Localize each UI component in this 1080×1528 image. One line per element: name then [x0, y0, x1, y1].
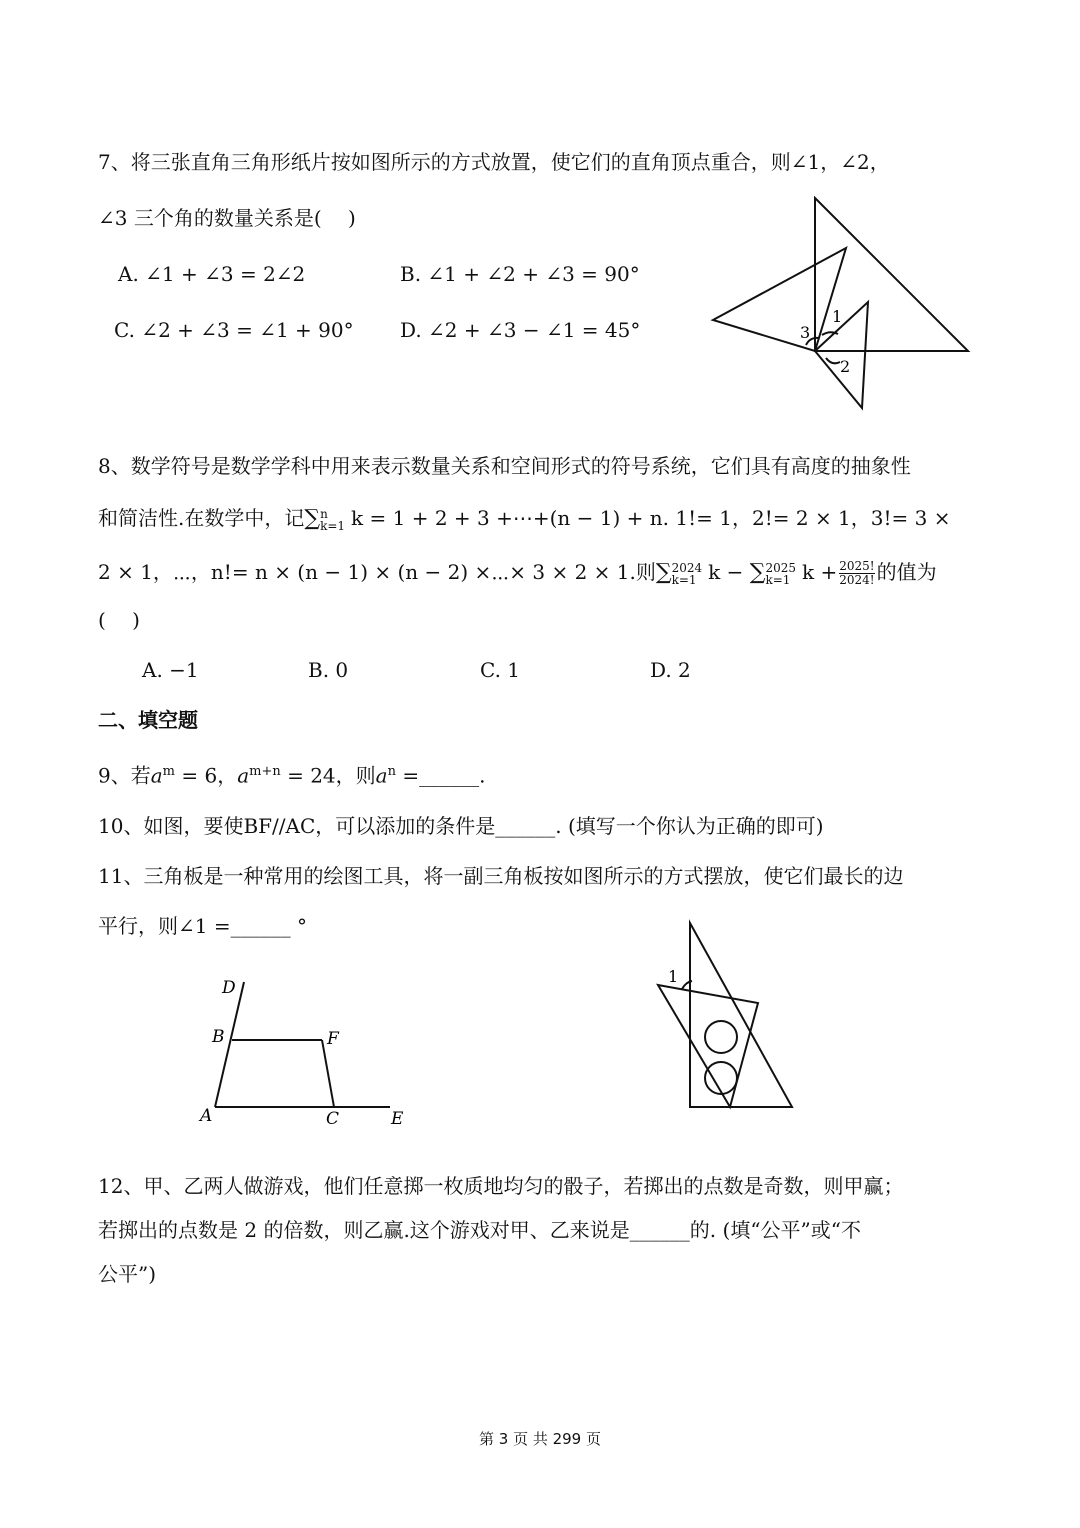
sum2-upper: 2025: [765, 560, 796, 575]
angle-2-arc: [826, 358, 840, 363]
q8-option-d: D. 2: [650, 658, 691, 682]
q7-line1: 7、将三张直角三角形纸片按如图所示的方式放置，使它们的直角顶点重合，则∠1，∠2，: [98, 150, 890, 174]
q11-figure: [650, 915, 800, 1115]
page-footer: 第 3 页 共 299 页: [478, 1430, 601, 1448]
q9-e3: n: [387, 764, 396, 779]
q7-left-triangle: [713, 248, 846, 351]
label-c: C: [326, 1109, 340, 1129]
q8-line2: [98, 504, 951, 533]
segment-fc: [322, 1040, 334, 1107]
q8-option-c: C. 1: [480, 658, 521, 682]
q8-line2-limits: [320, 508, 345, 532]
label-b: B: [212, 1027, 225, 1047]
sum2-lower: k=1: [765, 572, 791, 587]
q9-pre: 9、若: [98, 763, 151, 788]
q9-post: =______.: [395, 763, 486, 788]
angle-1-label: 1: [668, 967, 679, 986]
q7-option-a: A. ∠1 + ∠3 = 2∠2: [118, 262, 306, 286]
sum-symbol-1: ∑: [655, 560, 672, 585]
fraction: [839, 560, 874, 587]
q9-e2: m+n: [249, 764, 281, 779]
q7-triangle-figure: [700, 190, 980, 420]
q8-line3-mid2: k +: [801, 560, 838, 584]
q12-line1: 12、甲、乙两人做游戏，他们任意掷一枚质地均匀的骰子，若掷出的点数是奇数，则甲赢；: [98, 1174, 904, 1198]
square-hole-top: [705, 1021, 737, 1053]
label-a: A: [200, 1106, 213, 1126]
fraction-numerator: 2025!: [839, 559, 875, 573]
label-d: D: [222, 978, 236, 998]
q8-line3: [98, 558, 937, 587]
q8-line1: 8、数学符号是数学学科中用来表示数量关系和空间形式的符号系统，它们具有高度的抽象性: [98, 454, 911, 478]
q9-mid1: = 6，: [175, 763, 238, 788]
label-e: E: [391, 1109, 404, 1129]
angle-1-label: 1: [832, 307, 843, 326]
q8-line3-pre: 2 × 1，⋯，n!= n × (n − 1) × (n − 2) ×⋯× 3 × 2 × 1.则: [98, 560, 656, 584]
q9-a2: a: [237, 763, 250, 788]
q11-line1: 11、三角板是一种常用的绘图工具，将一副三角板按如图所示的方式摆放，使它们最长的边: [98, 864, 904, 888]
q9-a1: a: [150, 763, 163, 788]
q8-line3-limits-1: [672, 562, 703, 586]
sum-symbol: ∑: [304, 506, 321, 531]
q8-option-b: B. 0: [308, 658, 349, 682]
angle-2-label: 2: [840, 357, 851, 376]
q8-line4: ( ): [98, 608, 140, 632]
label-f: F: [327, 1029, 339, 1049]
q9-mid2: = 24，则: [280, 763, 376, 788]
q8-line3-mid: k −: [708, 560, 744, 584]
q7-option-d: D. ∠2 + ∠3 − ∠1 = 45°: [400, 318, 641, 342]
q7-line2: ∠3 三个角的数量关系是( ): [98, 206, 356, 230]
q12-line3: 公平”): [98, 1262, 157, 1286]
fraction-denominator: 2024!: [839, 573, 875, 587]
q10-figure: [195, 970, 415, 1135]
q8-line3-limits-2: [765, 562, 796, 586]
q10: 10、如图，要使BF//AC，可以添加的条件是______. (填写一个你认为正确的即可): [98, 814, 824, 838]
q8-line2-post: k = 1 + 2 + 3 +⋯+(n − 1) + n. 1!= 1，2!= 2 × 1，3!= 3 ×: [351, 506, 951, 530]
sum1-lower: k=1: [671, 572, 697, 587]
q7-option-b: B. ∠1 + ∠2 + ∠3 = 90°: [400, 262, 640, 286]
section-heading: 二、填空题: [98, 708, 198, 732]
sum-lower: k=1: [320, 518, 346, 533]
q9-e1: m: [162, 764, 175, 779]
angle-3-label: 3: [800, 323, 811, 342]
q8-line3-post: 的值为: [876, 560, 937, 584]
q9: [98, 758, 485, 790]
sum1-upper: 2024: [671, 560, 703, 575]
q8-line2-pre: 和简洁性.在数学中，记: [98, 506, 305, 530]
q9-a3: a: [375, 763, 388, 788]
q11-line2: 平行，则∠1 =______ °: [98, 914, 307, 938]
q12-line2: 若掷出的点数是 2 的倍数，则乙赢.这个游戏对甲、乙来说是______的. (填“公平”或“不: [98, 1218, 861, 1242]
q8-option-a: A. −1: [142, 658, 199, 682]
q7-option-c: C. ∠2 + ∠3 = ∠1 + 90°: [114, 318, 354, 342]
sum-upper: n: [320, 506, 328, 521]
square-hole-bottom: [705, 1062, 737, 1094]
angle-1-arc: [822, 332, 838, 335]
sum-symbol-2: ∑: [749, 560, 766, 585]
